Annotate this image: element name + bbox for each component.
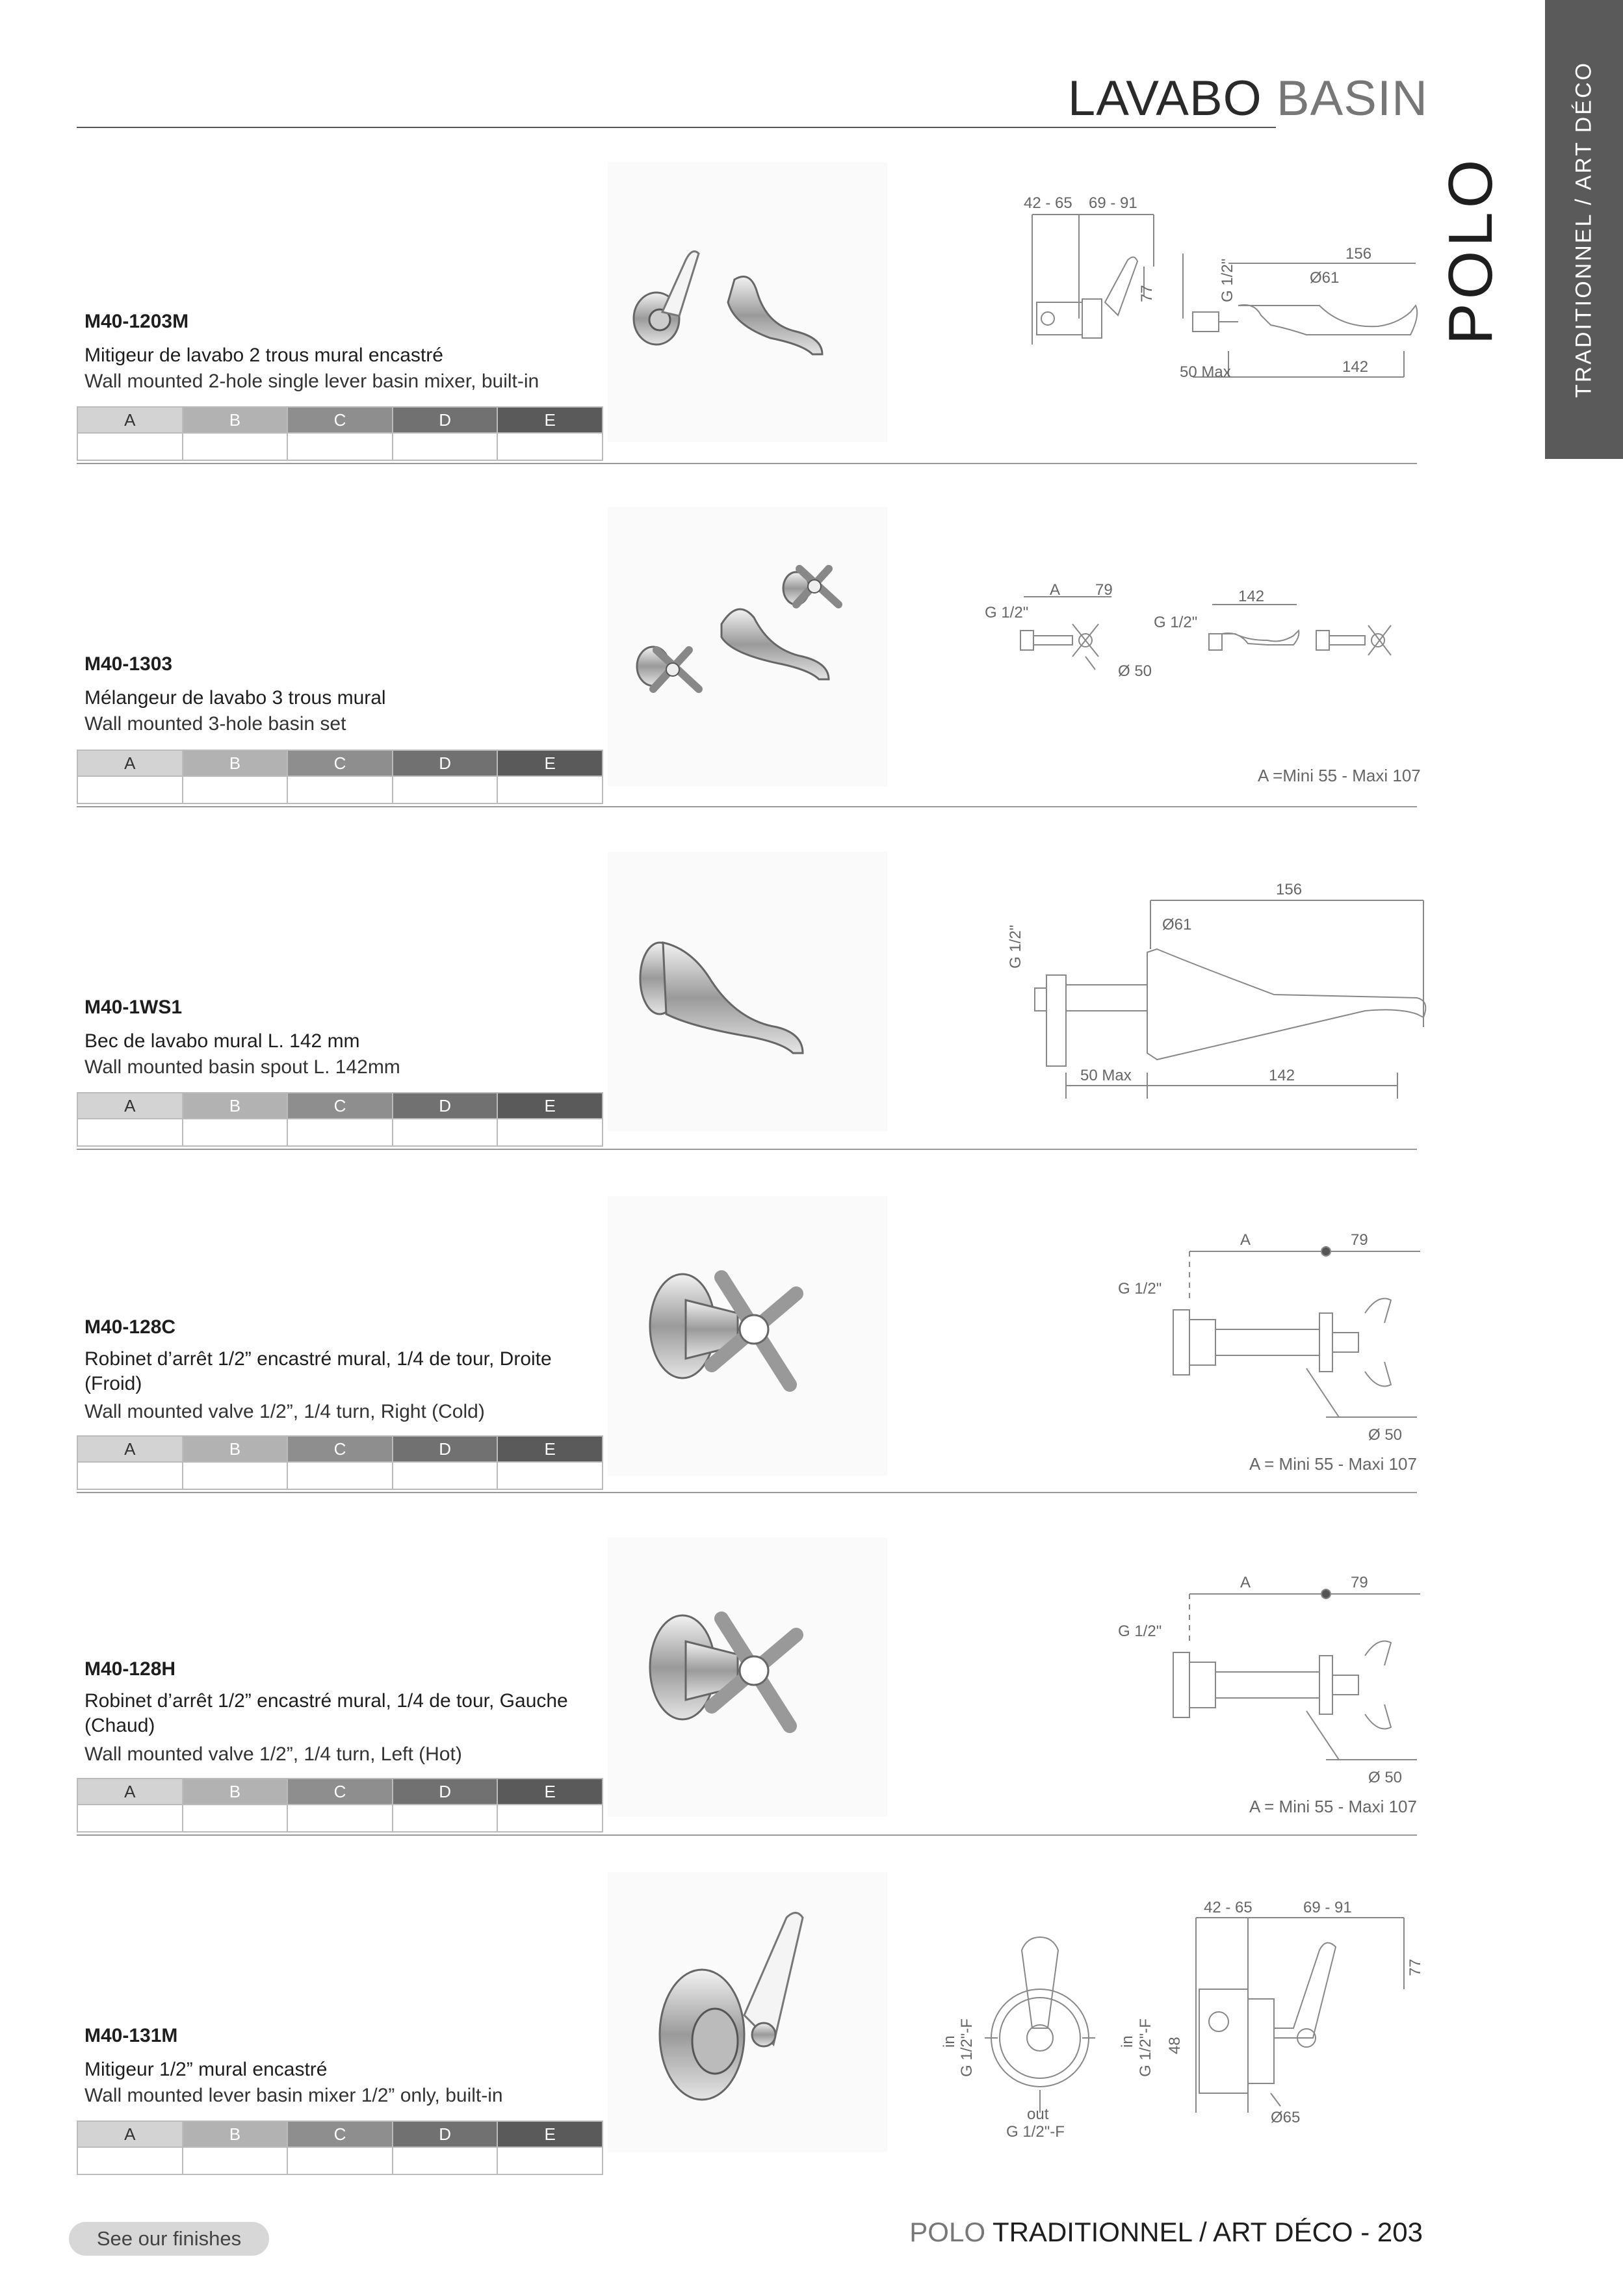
dim-height: 77 [1138, 285, 1156, 302]
product-desc-fr: Mélangeur de lavabo 3 trous mural [84, 687, 386, 709]
product-desc-fr: Robinet d’arrêt 1/2” encastré mural, 1/4 de tour, Gauche (Chaud) [84, 1690, 568, 1736]
finish-cell [393, 433, 498, 460]
finish-cell [287, 433, 393, 460]
product-desc-en: Wall mounted 2-hole single lever basin mixer, built-in [84, 371, 539, 392]
finish-cell [393, 1462, 498, 1489]
finish-cell [287, 1805, 393, 1832]
page-title-main: LAVABO [1067, 71, 1262, 126]
finish-header-e: E [497, 1436, 603, 1462]
finish-table [77, 750, 603, 804]
product-desc-fr: Mitigeur 1/2” mural encastré [84, 2059, 328, 2080]
dim-rosette-diameter: Ø 50 [1368, 1769, 1403, 1786]
footer-range-page: TRADITIONNEL / ART DÉCO - 203 [992, 2217, 1423, 2247]
finish-header-a: A [77, 407, 183, 433]
side-tab-label: TRADITIONNEL / ART DÉCO [1571, 60, 1596, 398]
series-name-text: POLO [1436, 155, 1505, 345]
product-desc-en: Wall mounted lever basin mixer 1/2” only, built-in [84, 2085, 503, 2106]
finish-header-d: D [393, 2121, 498, 2147]
finish-cell [183, 776, 288, 803]
row-divider [77, 806, 1417, 807]
finish-cell [77, 2147, 183, 2174]
finish-cell [497, 776, 603, 803]
finish-header-c: C [287, 2121, 393, 2147]
finish-cell [497, 2147, 603, 2174]
technical-drawing [1001, 878, 1443, 1099]
finish-header-d: D [393, 1436, 498, 1462]
finish-cell [77, 433, 183, 460]
finish-table [77, 1778, 603, 1833]
dim-length: 156 [1276, 881, 1303, 898]
row-divider [77, 463, 1417, 464]
finish-header-a: A [77, 1779, 183, 1805]
finish-cell [287, 1119, 393, 1146]
dim-outlet-thread: G 1/2"-F [1006, 2123, 1065, 2141]
dim-a: A [1240, 1574, 1251, 1591]
product-photo [608, 852, 887, 1131]
finish-header-b: B [183, 750, 288, 776]
dim-thread: G 1/2" [1118, 1623, 1162, 1640]
dim-rosette-diameter: Ø65 [1271, 2109, 1301, 2126]
finish-cell [183, 1805, 288, 1832]
finish-header-c: C [287, 1436, 393, 1462]
dim-rosette-diameter: Ø 50 [1118, 662, 1152, 680]
product-code: M40-1203M [84, 311, 189, 332]
product-desc-en: Wall mounted 3-hole basin set [84, 713, 346, 735]
finish-header-e: E [497, 2121, 603, 2147]
dim-outlet: out [1027, 2106, 1049, 2123]
title-rule [77, 127, 1276, 128]
finish-header-b: B [183, 2121, 288, 2147]
finish-table [77, 2120, 603, 2175]
valve-photo-illustration [608, 1196, 887, 1476]
product-photo [608, 1196, 887, 1476]
product-desc-en: Wall mounted valve 1/2”, 1/4 turn, Right (Cold) [84, 1401, 485, 1422]
valve-photo-illustration [608, 1537, 887, 1817]
product-code: M40-1WS1 [84, 997, 183, 1018]
page-title [1068, 70, 1428, 127]
dim-diameter: Ø61 [1310, 269, 1340, 287]
dim-79: 79 [1351, 1574, 1368, 1591]
finish-cell [77, 1805, 183, 1832]
finish-header-d: D [393, 1093, 498, 1119]
product-photo [608, 1537, 887, 1817]
finish-cell [287, 776, 393, 803]
finish-cell [183, 433, 288, 460]
technical-drawing [936, 1898, 1443, 2145]
dim-spout-length: 142 [1342, 358, 1369, 376]
footer-series: POLO [909, 2217, 986, 2247]
finish-cell [183, 2147, 288, 2174]
finish-header-c: C [287, 1779, 393, 1805]
dim-height: 77 [1407, 1959, 1424, 1976]
finish-header-a: A [77, 1436, 183, 1462]
product-desc-fr: Bec de lavabo mural L. 142 mm [84, 1030, 360, 1052]
finish-cell [77, 1462, 183, 1489]
dim-inlet-left-thread: G 1/2"-F [958, 2018, 976, 2077]
dim-max: 50 Max [1180, 363, 1231, 381]
finish-cell [497, 1805, 603, 1832]
technical-drawing [1014, 189, 1436, 397]
dim-body-height: 48 [1166, 2037, 1184, 2054]
dim-thread: G 1/2" [1007, 924, 1024, 969]
finish-header-e: E [497, 750, 603, 776]
dim-thread: G 1/2" [985, 604, 1029, 621]
finish-header-a: A [77, 2121, 183, 2147]
finish-header-b: B [183, 1093, 288, 1119]
basin-set-photo-illustration [608, 507, 887, 787]
product-desc-fr: Mitigeur de lavabo 2 trous mural encastré [84, 345, 443, 366]
finish-cell [183, 1119, 288, 1146]
dimension-note: A = Mini 55 - Maxi 107 [1249, 1454, 1417, 1474]
product-photo [608, 1872, 887, 2152]
product-code: M40-128C [84, 1316, 176, 1338]
finish-cell [287, 1462, 393, 1489]
finish-cell [287, 2147, 393, 2174]
finish-table [77, 1435, 603, 1490]
dim-spacing-range: 69 - 91 [1089, 194, 1137, 212]
mixer-photo-illustration [608, 1872, 887, 2152]
dim-a: A [1050, 581, 1061, 599]
finish-header-c: C [287, 1093, 393, 1119]
finish-cell [393, 1805, 498, 1832]
dim-depth-range: 42 - 65 [1204, 1899, 1253, 1916]
finish-header-e: E [497, 407, 603, 433]
finish-table [77, 1092, 603, 1147]
footer-page-label [909, 2217, 1423, 2248]
finish-header-e: E [497, 1779, 603, 1805]
finish-cell [497, 1119, 603, 1146]
product-code: M40-131M [84, 2025, 178, 2046]
dim-max: 50 Max [1080, 1067, 1132, 1084]
product-code: M40-128H [84, 1658, 176, 1680]
finish-cell [393, 2147, 498, 2174]
finish-header-a: A [77, 750, 183, 776]
product-desc-en: Wall mounted valve 1/2”, 1/4 turn, Left (Hot) [84, 1743, 462, 1765]
finish-header-c: C [287, 407, 393, 433]
technical-drawing [1105, 1222, 1443, 1456]
dim-spout-thread: G 1/2" [1154, 614, 1198, 631]
dimension-note: A =Mini 55 - Maxi 107 [1258, 766, 1421, 785]
technical-drawing [1105, 1565, 1443, 1799]
technical-drawing [975, 579, 1443, 696]
product-desc-en: Wall mounted basin spout L. 142mm [84, 1056, 400, 1078]
mixer-photo-illustration [608, 163, 887, 442]
dim-depth-range: 42 - 65 [1024, 194, 1072, 212]
dim-inlet-right: in [1119, 2035, 1136, 2048]
finish-table [77, 406, 603, 461]
row-divider [77, 1149, 1417, 1150]
product-desc-fr: Robinet d’arrêt 1/2” encastré mural, 1/4 de tour, Droite (Froid) [84, 1348, 552, 1394]
finish-cell [77, 1119, 183, 1146]
dim-79: 79 [1351, 1231, 1368, 1249]
finish-header-c: C [287, 750, 393, 776]
dimension-note: A = Mini 55 - Maxi 107 [1249, 1797, 1417, 1816]
dim-thread: G 1/2" [1219, 258, 1236, 302]
finish-cell [183, 1462, 288, 1489]
finish-header-d: D [393, 750, 498, 776]
dim-length: 156 [1345, 245, 1372, 263]
dim-a: A [1240, 1231, 1251, 1249]
product-code: M40-1303 [84, 653, 173, 675]
product-photo [608, 507, 887, 787]
dim-spout-length: 142 [1238, 588, 1265, 605]
side-tab [1545, 0, 1623, 459]
dim-diameter: Ø61 [1162, 916, 1192, 933]
row-divider [77, 1492, 1417, 1493]
series-name [1435, 155, 1507, 345]
row-divider [77, 1834, 1417, 1836]
finish-cell [393, 1119, 498, 1146]
dim-rosette-diameter: Ø 50 [1368, 1426, 1403, 1444]
finish-header-b: B [183, 1436, 288, 1462]
finish-cell [77, 776, 183, 803]
finish-cell [393, 776, 498, 803]
finish-header-b: B [183, 407, 288, 433]
dim-inlet-left: in [941, 2035, 958, 2048]
dim-thread: G 1/2" [1118, 1280, 1162, 1298]
finish-header-a: A [77, 1093, 183, 1119]
finish-cell [497, 1462, 603, 1489]
product-photo [608, 163, 887, 442]
page-title-secondary: BASIN [1276, 71, 1428, 126]
finish-header-d: D [393, 407, 498, 433]
finish-header-d: D [393, 1779, 498, 1805]
finish-header-e: E [497, 1093, 603, 1119]
finish-header-b: B [183, 1779, 288, 1805]
finish-cell [497, 433, 603, 460]
see-finishes-button[interactable]: See our finishes [69, 2222, 269, 2256]
dim-spacing-range: 69 - 91 [1303, 1899, 1352, 1916]
spout-photo-illustration [608, 852, 887, 1131]
dim-79: 79 [1095, 581, 1113, 599]
dim-spout-length: 142 [1269, 1067, 1295, 1084]
dim-inlet-right-thread: G 1/2"-F [1137, 2018, 1154, 2077]
